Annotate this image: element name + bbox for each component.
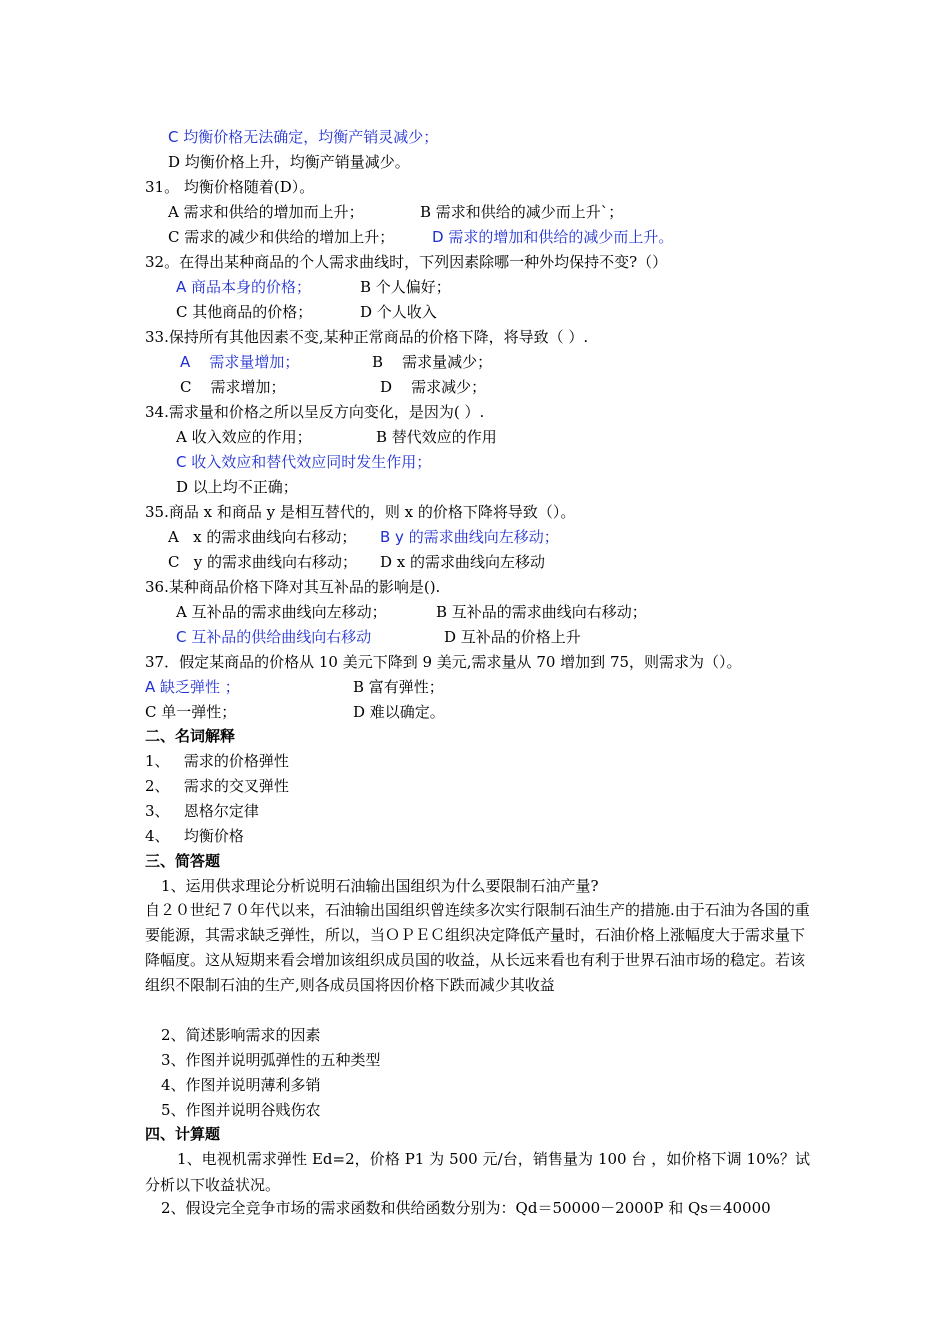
q31-option-d: D 需求的增加和供给的减少而上升。 <box>432 228 674 246</box>
q34-stem: 34.需求量和价格之所以呈反方向变化，是因为( ）. <box>145 403 485 421</box>
q34-option-b: B 替代效应的作用 <box>376 428 497 446</box>
section3-question-4: 4、作图并说明薄利多销 <box>161 1076 321 1094</box>
q32-option-b: B 个人偏好； <box>360 278 451 296</box>
q37-option-a: A 缺乏弹性 ； <box>145 678 240 696</box>
q31-option-c: C 需求的减少和供给的增加上升； <box>168 228 395 246</box>
section3-question-1: 1、运用供求理论分析说明石油输出国组织为什么要限制石油产量? <box>161 877 599 895</box>
q30-option-c: C 均衡价格无法确定，均衡产销灵减少； <box>168 128 439 146</box>
section3-answer-paragraph: 自２０世纪７０年代以来，石油输出国组织曾连续多次实行限制石油生产的措施.由于石油为各国的重要能源，其需求缺乏弹性，所以，当ＯＰＥＣ组织决定降低产量时，石油价格上涨幅度大于需求量下降幅度。这从短期来看会增加该组织成员国的收益，从长远来看也有利于世界石油市场的稳定。若该组织不限制石油的生产,则各成员国将因价格下跌而减少其收益 <box>145 901 810 994</box>
q37-option-d: D 难以确定。 <box>353 703 445 721</box>
q32-stem: 32。在得出某种商品的个人需求曲线时，下列因素除哪一种外均保持不变?（） <box>145 253 668 271</box>
q36-option-a: A 互补品的需求曲线向左移动； <box>176 603 387 621</box>
q35-option-b: B y 的需求曲线向左移动； <box>380 528 559 546</box>
section3-heading: 三、简答题 <box>145 852 221 870</box>
q36-option-d: D 互补品的价格上升 <box>444 628 581 646</box>
q37-option-b: B 富有弹性； <box>353 678 444 696</box>
term-item: 2、 需求的交叉弹性 <box>145 777 289 795</box>
q31-option-a: A 需求和供给的增加而上升； <box>168 203 364 221</box>
section3-question-5: 5、作图并说明谷贱伤农 <box>161 1101 321 1119</box>
q33-option-d: D 需求减少； <box>380 378 487 396</box>
q30-option-d: D 均衡价格上升，均衡产销量减少。 <box>168 153 410 171</box>
q35-option-c: C y 的需求曲线向右移动； <box>168 553 358 571</box>
q32-option-c: C 其他商品的价格； <box>176 303 313 321</box>
q32-option-d: D 个人收入 <box>360 303 437 321</box>
q36-option-b: B 互补品的需求曲线向右移动； <box>436 603 647 621</box>
q34-option-a: A 收入效应的作用； <box>176 428 312 446</box>
q33-option-c: C 需求增加； <box>180 378 286 396</box>
section4-question-1: 1、电视机需求弹性 Ed=2，价格 P1 为 500 元/台，销售量为 100 台 ，如价格下调 10%？试分析以下收益状况。 <box>145 1150 810 1194</box>
q37-stem: 37．假定某商品的价格从 10 美元下降到 9 美元,需求量从 70 增加到 75，则需求为（）。 <box>145 653 742 671</box>
q33-option-a: A 需求量增加； <box>180 353 300 371</box>
q35-option-a: A x 的需求曲线向右移动； <box>168 528 357 546</box>
q34-option-d: D 以上均不正确； <box>176 478 298 496</box>
q34-option-c: C 收入效应和替代效应同时发生作用； <box>176 453 432 471</box>
q35-stem: 35.商品 x 和商品 y 是相互替代的，则 x 的价格下降将导致（）。 <box>145 503 576 521</box>
section3-question-3: 3、作图并说明弧弹性的五种类型 <box>161 1051 381 1069</box>
section3-question-2: 2、简述影响需求的因素 <box>161 1026 321 1044</box>
section4-question-2: 2、假设完全竞争市场的需求函数和供给函数分别为：Qd＝50000－2000P 和 Qs＝40000 <box>161 1199 771 1217</box>
section4-heading: 四、计算题 <box>145 1125 221 1143</box>
q33-option-b: B 需求量减少； <box>372 353 493 371</box>
q36-stem: 36.某种商品价格下降对其互补品的影响是(). <box>145 578 441 596</box>
section2-heading: 二、名词解释 <box>145 727 236 745</box>
q37-option-c: C 单一弹性； <box>145 703 237 721</box>
q31-option-b: B 需求和供给的减少而上升`； <box>420 203 624 221</box>
term-item: 4、 均衡价格 <box>145 827 244 845</box>
q33-stem: 33.保持所有其他因素不变,某种正常商品的价格下降，将导致（ ）. <box>145 328 589 346</box>
q36-option-c: C 互补品的供给曲线向右移动 <box>176 628 372 646</box>
q31-stem: 31。 均衡价格随着(D）。 <box>145 178 315 196</box>
q35-option-d: D x 的需求曲线向左移动 <box>380 553 546 571</box>
term-item: 3、 恩格尔定律 <box>145 802 259 820</box>
term-item: 1、 需求的价格弹性 <box>145 752 289 770</box>
q32-option-a: A 商品本身的价格； <box>176 278 312 296</box>
